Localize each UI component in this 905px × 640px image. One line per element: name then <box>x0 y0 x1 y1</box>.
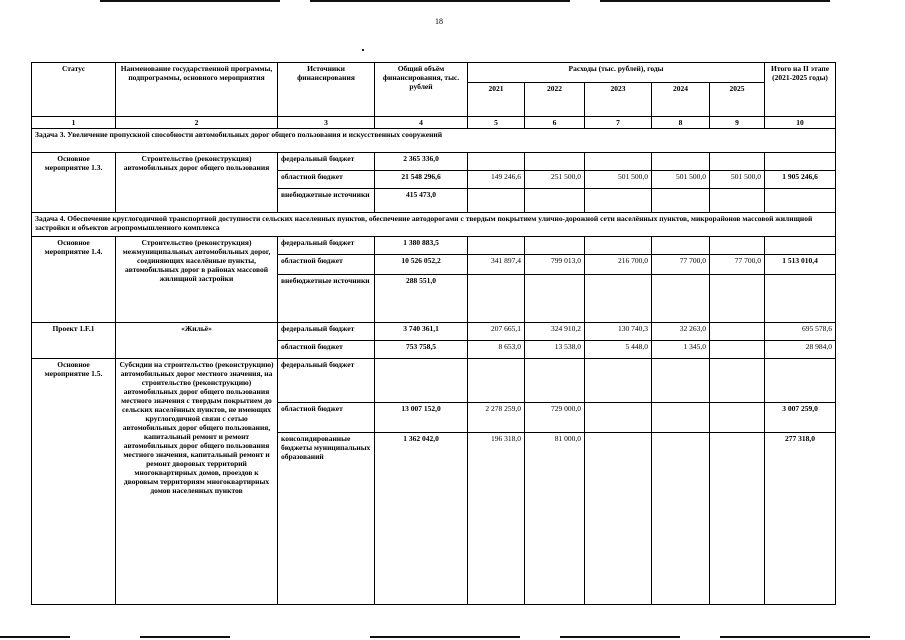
scan-line-top-2 <box>310 0 570 2</box>
m15-total-federal <box>375 359 468 403</box>
header-sources: Источники финансирования <box>278 63 375 117</box>
m14-federal-2021 <box>468 237 525 255</box>
header-expenses: Расходы (тыс. рублей), годы <box>468 63 765 83</box>
col-number: 8 <box>652 117 710 129</box>
m13-federal-itogo <box>765 153 836 171</box>
m15-federal-itogo <box>765 359 836 403</box>
scan-line-bottom-3 <box>370 636 520 638</box>
p1f1-regional-2024: 1 345,0 <box>652 341 710 359</box>
scan-line-bottom-2 <box>140 636 230 638</box>
m13-regional-2022: 251 500,0 <box>525 171 585 189</box>
m15-municipal-2021: 196 318,0 <box>468 433 525 605</box>
p1f1-source-regional: областной бюджет <box>278 341 375 359</box>
p1f1-federal-itogo: 695 578,6 <box>765 323 836 341</box>
m14-regional-2024: 77 700,0 <box>652 255 710 275</box>
m15-total-regional: 13 007 152,0 <box>375 403 468 433</box>
m14-source-regional: областной бюджет <box>278 255 375 275</box>
col-number: 10 <box>765 117 836 129</box>
m14-extrabudget-2024 <box>652 275 710 323</box>
scan-line-bottom-5 <box>720 636 870 638</box>
col-number: 2 <box>116 117 278 129</box>
m15-regional-2023 <box>585 403 652 433</box>
m14-regional-2022: 799 013,0 <box>525 255 585 275</box>
m15-source-regional: областной бюджет <box>278 403 375 433</box>
m13-federal-2023 <box>585 153 652 171</box>
header-name: Наименование государственной программы, подпрограммы, основного мероприятия <box>116 63 278 117</box>
m14-total-regional: 10 526 052,2 <box>375 255 468 275</box>
header-year-2025: 2025 <box>710 83 765 117</box>
program-table <box>31 62 836 605</box>
m15-federal-2025 <box>710 359 765 403</box>
m15-regional-2024 <box>652 403 710 433</box>
m15-municipal-2025 <box>710 433 765 605</box>
m14-federal-itogo <box>765 237 836 255</box>
m15-federal-2021 <box>468 359 525 403</box>
m14-extrabudget-2021 <box>468 275 525 323</box>
p1f1-regional-2021: 8 653,0 <box>468 341 525 359</box>
m15-regional-itogo: 3 007 259,0 <box>765 403 836 433</box>
p1f1-total-federal: 3 740 361,1 <box>375 323 468 341</box>
scan-line-top-3 <box>600 0 830 2</box>
header-year-2022: 2022 <box>525 83 585 117</box>
m13-extrabudget-2025 <box>710 189 765 213</box>
col-number: 9 <box>710 117 765 129</box>
m15-source-federal: федеральный бюджет <box>278 359 375 403</box>
m13-extrabudget-2021 <box>468 189 525 213</box>
m14-source-extrabudget: внебюджетные источники <box>278 275 375 323</box>
m15-regional-2021: 2 278 259,0 <box>468 403 525 433</box>
m13-federal-2025 <box>710 153 765 171</box>
p1f1-total-regional: 753 758,5 <box>375 341 468 359</box>
m13-extrabudget-2022 <box>525 189 585 213</box>
m13-name: Строительство (реконструкция) автомобильных дорог общего пользования <box>116 153 278 213</box>
col-number: 1 <box>32 117 116 129</box>
m14-status: Основное мероприятие 1.4. <box>32 237 116 323</box>
m15-federal-2024 <box>652 359 710 403</box>
col-number: 3 <box>278 117 375 129</box>
m14-source-federal: федеральный бюджет <box>278 237 375 255</box>
m14-regional-2025: 77 700,0 <box>710 255 765 275</box>
m13-source-federal: федеральный бюджет <box>278 153 375 171</box>
m14-federal-2025 <box>710 237 765 255</box>
m15-regional-2025 <box>710 403 765 433</box>
m15-total-municipal: 1 362 042,0 <box>375 433 468 605</box>
p1f1-source-federal: федеральный бюджет <box>278 323 375 341</box>
m13-total-federal: 2 365 336,0 <box>375 153 468 171</box>
task-3-heading: Задача 3. Увеличение пропускной способности автомобильных дорог общего пользования и искусственных сооружений <box>32 129 836 153</box>
m15-status: Основное мероприятие 1.5. <box>32 359 116 605</box>
m15-regional-2022: 729 000,0 <box>525 403 585 433</box>
m15-municipal-2024 <box>652 433 710 605</box>
m14-regional-2021: 341 897,4 <box>468 255 525 275</box>
scan-line-top-1 <box>100 0 280 2</box>
m13-total-regional: 21 548 296,6 <box>375 171 468 189</box>
m13-extrabudget-itogo <box>765 189 836 213</box>
p1f1-status: Проект 1.F.1 <box>32 323 116 359</box>
m14-extrabudget-2025 <box>710 275 765 323</box>
header-itogo: Итого на II этапе (2021-2025 годы) <box>765 63 836 117</box>
header-status: Статус <box>32 63 116 117</box>
p1f1-regional-itogo: 28 984,0 <box>765 341 836 359</box>
m14-federal-2024 <box>652 237 710 255</box>
m13-source-extrabudget: внебюджетные источники <box>278 189 375 213</box>
p1f1-name: «Жильё» <box>116 323 278 359</box>
m14-extrabudget-2022 <box>525 275 585 323</box>
m13-source-regional: областной бюджет <box>278 171 375 189</box>
m13-federal-2022 <box>525 153 585 171</box>
m14-name: Строительство (реконструкция) межмуниципальных автомобильных дорог, соединяющих населённые пункты, автомобильных дорог в районах массовой жилищной застройки <box>116 237 278 323</box>
m14-federal-2023 <box>585 237 652 255</box>
scan-line-bottom-1 <box>0 636 70 638</box>
col-number: 7 <box>585 117 652 129</box>
m15-federal-2022 <box>525 359 585 403</box>
p1f1-federal-2021: 207 665,1 <box>468 323 525 341</box>
header-year-2023: 2023 <box>585 83 652 117</box>
col-number: 4 <box>375 117 468 129</box>
m15-municipal-2023 <box>585 433 652 605</box>
p1f1-regional-2023: 5 448,0 <box>585 341 652 359</box>
m13-extrabudget-2023 <box>585 189 652 213</box>
m13-regional-2024: 501 500,0 <box>652 171 710 189</box>
col-number: 6 <box>525 117 585 129</box>
m14-extrabudget-2023 <box>585 275 652 323</box>
m14-total-extrabudget: 288 551,0 <box>375 275 468 323</box>
m15-municipal-2022: 81 000,0 <box>525 433 585 605</box>
page-number: 18 <box>435 17 443 26</box>
col-number: 5 <box>468 117 525 129</box>
m13-federal-2021 <box>468 153 525 171</box>
p1f1-federal-2023: 130 740,3 <box>585 323 652 341</box>
m13-extrabudget-2024 <box>652 189 710 213</box>
m14-total-federal: 1 380 883,5 <box>375 237 468 255</box>
scan-line-bottom-4 <box>560 636 680 638</box>
m14-regional-2023: 216 700,0 <box>585 255 652 275</box>
m13-federal-2024 <box>652 153 710 171</box>
m15-source-municipal: консолидированные бюджеты муниципальных образований <box>278 433 375 605</box>
p1f1-regional-2022: 13 538,0 <box>525 341 585 359</box>
m14-federal-2022 <box>525 237 585 255</box>
header-year-2021: 2021 <box>468 83 525 117</box>
m14-extrabudget-itogo <box>765 275 836 323</box>
m13-status: Основное мероприятие 1.3. <box>32 153 116 213</box>
m14-regional-itogo: 1 513 010,4 <box>765 255 836 275</box>
m15-federal-2023 <box>585 359 652 403</box>
m13-regional-2021: 149 246,6 <box>468 171 525 189</box>
m15-municipal-itogo: 277 318,0 <box>765 433 836 605</box>
m15-name: Субсидии на строительство (реконструкцию) автомобильных дорог местного значения, на строительство (реконструкцию) автомобильных дорог общего пользования местного значения с твердым покрытием до сельских населённых пунктов, не имеющих круглогодичной связи с сетью автомобильных дорог общего пользования, капитальный ремонт и ремонт автомобильных дорог общего пользования местного значения, капитальный ремонт и ремонт дворовых территорий многоквартирных домов, проездов к дворовым территориям многоквартирных домов населенных пунктов <box>116 359 278 605</box>
task-4-heading: Задача 4. Обеспечение круглогодичной транспортной доступности сельских населенных пунктов, обеспечение автодорогами с твердым покрытием улично-дорожной сети населённых пунктов, микрорайонов массовой жилищной застройки и объектов агропромышленного комплекса <box>32 213 836 237</box>
m13-total-extrabudget: 415 473,0 <box>375 189 468 213</box>
header-total-volume: Общий объём финансирования, тыс. рублей <box>375 63 468 117</box>
scan-dot <box>362 49 364 51</box>
p1f1-federal-2022: 324 910,2 <box>525 323 585 341</box>
header-year-2024: 2024 <box>652 83 710 117</box>
m13-regional-itogo: 1 905 246,6 <box>765 171 836 189</box>
p1f1-regional-2025 <box>710 341 765 359</box>
p1f1-federal-2024: 32 263,0 <box>652 323 710 341</box>
m13-regional-2023: 501 500,0 <box>585 171 652 189</box>
p1f1-federal-2025 <box>710 323 765 341</box>
m13-regional-2025: 501 500,0 <box>710 171 765 189</box>
